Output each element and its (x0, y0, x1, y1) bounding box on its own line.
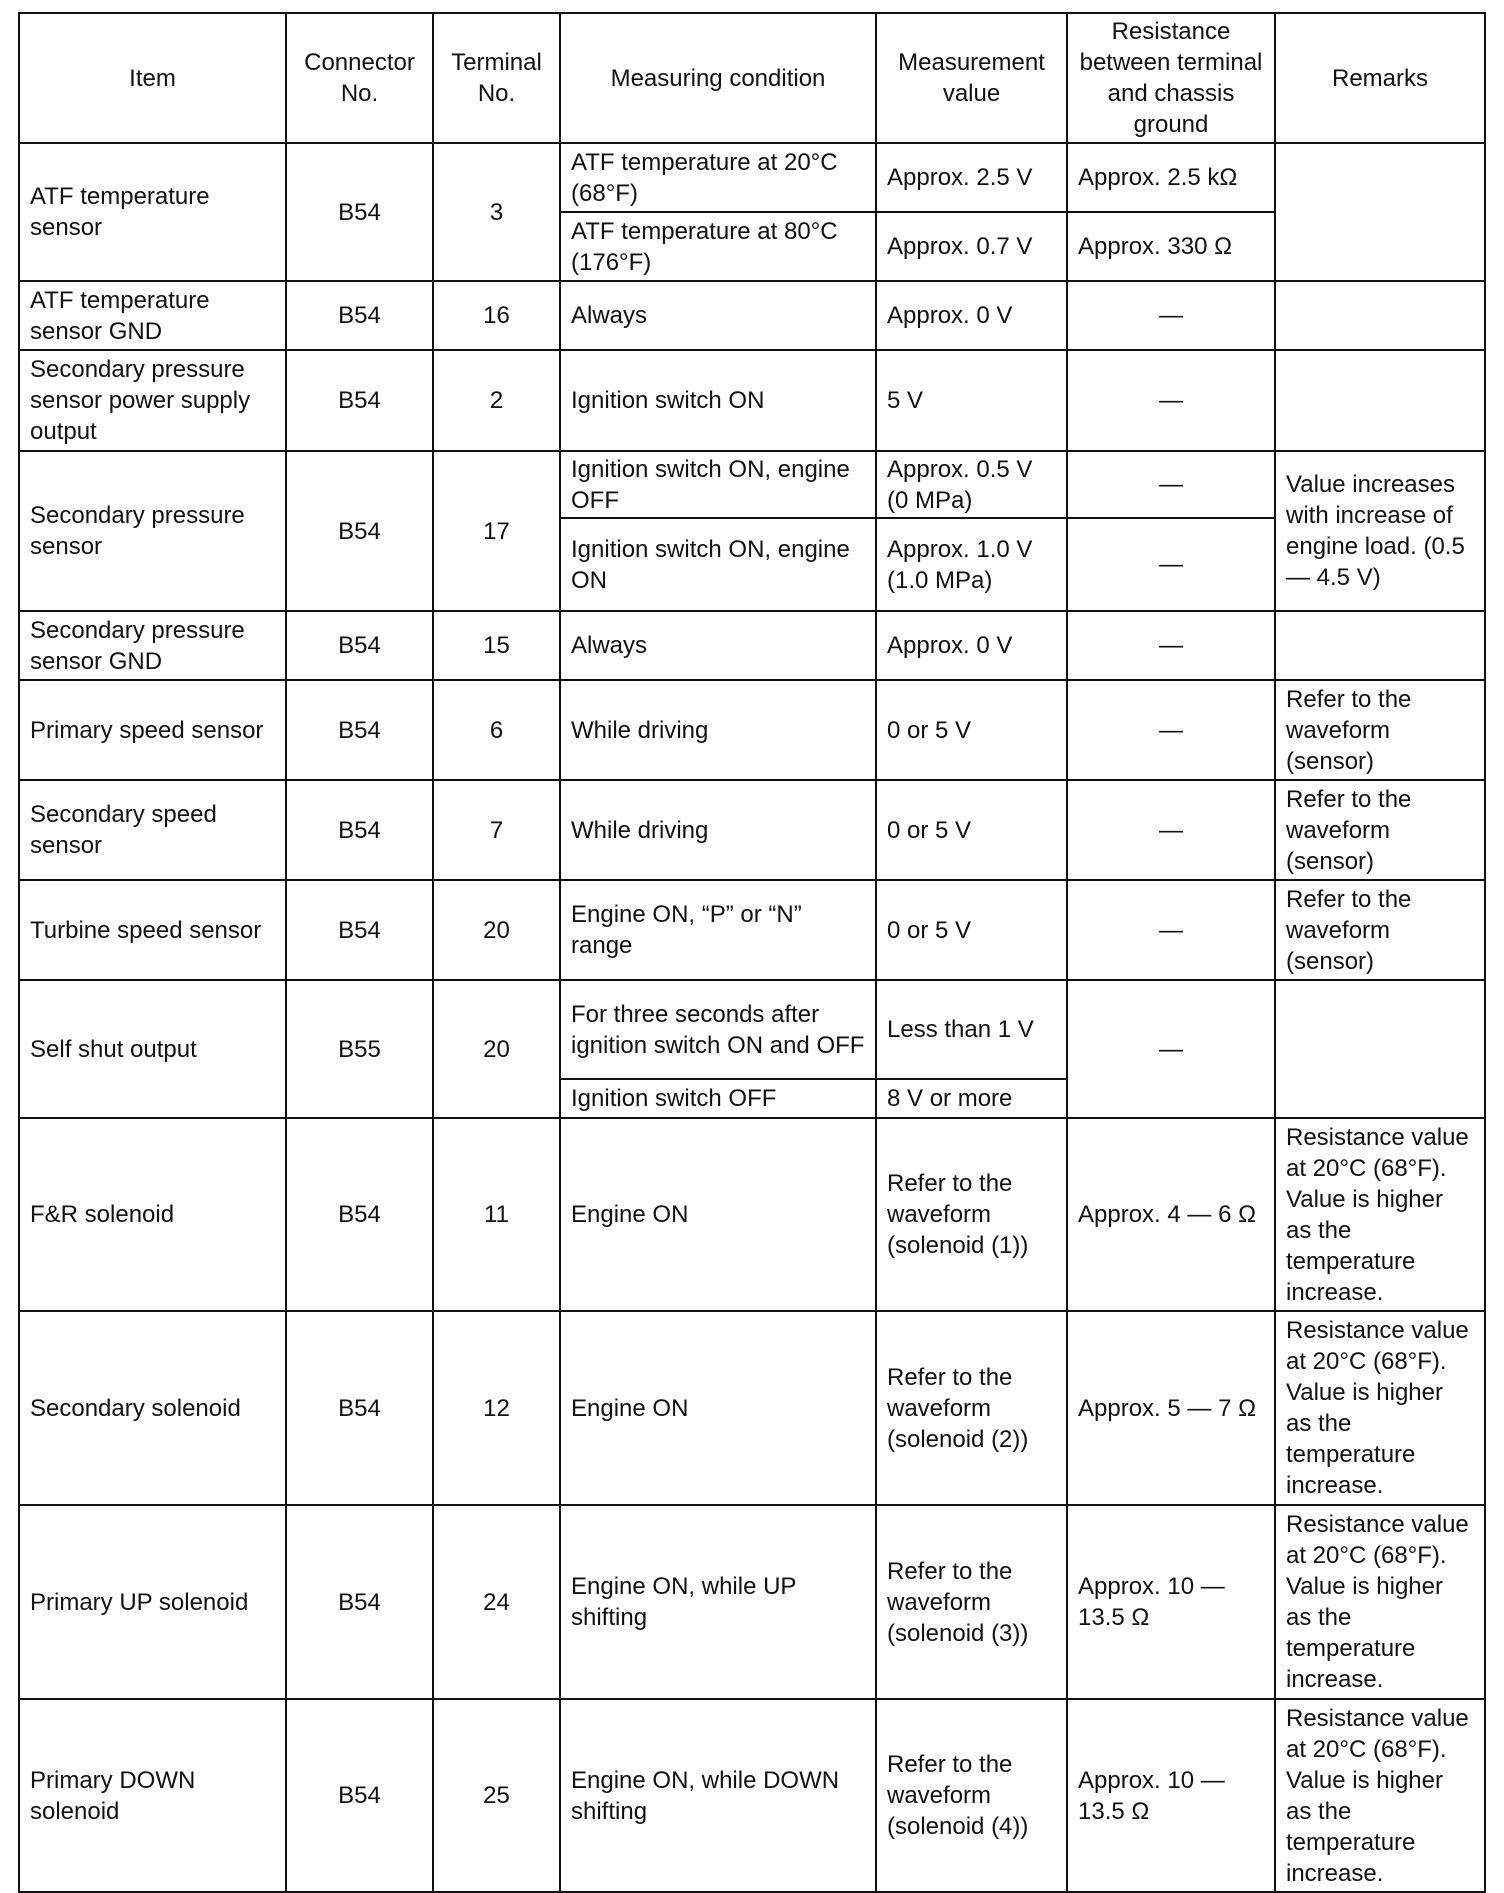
header-remarks: Remarks (1275, 13, 1485, 143)
value-cell: 0 or 5 V (876, 880, 1067, 980)
remarks-cell: Resistance value at 20°C (68°F). Value is higher as the temperature increase. (1275, 1699, 1485, 1892)
table-row (19, 611, 1485, 680)
remarks-cell: Refer to the waveform (sensor) (1275, 880, 1485, 980)
value-cell: 8 V or more (876, 1079, 1067, 1118)
resistance-cell: Approx. 10 — 13.5 Ω (1067, 1505, 1275, 1699)
header-condition: Measuring condition (560, 13, 876, 143)
resistance-cell: — (1067, 611, 1275, 680)
resistance-cell: Approx. 330 Ω (1067, 212, 1275, 281)
connector-cell: B54 (286, 451, 433, 611)
table-row (19, 143, 1485, 212)
connector-cell: B55 (286, 980, 433, 1118)
connector-cell: B54 (286, 680, 433, 780)
table-row (19, 451, 1485, 518)
value-cell: Approx. 2.5 V (876, 143, 1067, 212)
table-row (19, 350, 1485, 451)
resistance-cell: Approx. 2.5 kΩ (1067, 143, 1275, 212)
condition-cell: Always (560, 281, 876, 350)
value-cell: Approx. 1.0 V (1.0 MPa) (876, 518, 1067, 611)
condition-cell: While driving (560, 780, 876, 880)
condition-cell: Engine ON (560, 1118, 876, 1311)
remarks-cell (1275, 281, 1485, 350)
resistance-cell: Approx. 4 — 6 Ω (1067, 1118, 1275, 1311)
connector-cell: B54 (286, 780, 433, 880)
terminal-cell: 16 (433, 281, 560, 350)
remarks-cell: Resistance value at 20°C (68°F). Value is higher as the temperature increase. (1275, 1311, 1485, 1505)
resistance-cell: — (1067, 680, 1275, 780)
resistance-cell: Approx. 10 — 13.5 Ω (1067, 1699, 1275, 1892)
item-cell: Turbine speed sensor (19, 880, 286, 980)
table-row (19, 1118, 1485, 1311)
value-cell: Refer to the waveform (solenoid (3)) (876, 1505, 1067, 1699)
item-cell: ATF temperature sensor GND (19, 281, 286, 350)
terminal-cell: 24 (433, 1505, 560, 1699)
remarks-cell (1275, 980, 1485, 1118)
header-terminal: Terminal No. (433, 13, 560, 143)
value-cell: Refer to the waveform (solenoid (2)) (876, 1311, 1067, 1505)
terminal-cell: 3 (433, 143, 560, 281)
header-resistance: Resistance between terminal and chassis ground (1067, 13, 1275, 143)
resistance-cell: — (1067, 518, 1275, 611)
value-cell: Less than 1 V (876, 980, 1067, 1079)
resistance-cell: — (1067, 980, 1275, 1118)
condition-cell: Ignition switch ON (560, 350, 876, 451)
table-row (19, 1505, 1485, 1699)
value-cell: Refer to the waveform (solenoid (4)) (876, 1699, 1067, 1892)
value-cell: Refer to the waveform (solenoid (1)) (876, 1118, 1067, 1311)
connector-cell: B54 (286, 143, 433, 281)
table-row (19, 1699, 1485, 1892)
condition-cell: Engine ON, “P” or “N” range (560, 880, 876, 980)
condition-cell: Ignition switch ON, engine ON (560, 518, 876, 611)
header-item: Item (19, 13, 286, 143)
table-row (19, 780, 1485, 880)
remarks-cell: Resistance value at 20°C (68°F). Value is higher as the temperature increase. (1275, 1505, 1485, 1699)
resistance-cell: — (1067, 350, 1275, 451)
header-row (19, 13, 1485, 143)
condition-cell: Engine ON (560, 1311, 876, 1505)
value-cell: Approx. 0.5 V (0 MPa) (876, 451, 1067, 518)
header-connector: Connector No. (286, 13, 433, 143)
condition-cell: ATF temperature at 80°C (176°F) (560, 212, 876, 281)
remarks-cell (1275, 143, 1485, 281)
item-cell: Secondary pressure sensor GND (19, 611, 286, 680)
item-cell: Primary UP solenoid (19, 1505, 286, 1699)
table-row (19, 680, 1485, 780)
connector-cell: B54 (286, 880, 433, 980)
remarks-cell: Refer to the waveform (sensor) (1275, 680, 1485, 780)
item-cell: Primary speed sensor (19, 680, 286, 780)
terminal-cell: 2 (433, 350, 560, 451)
terminal-cell: 7 (433, 780, 560, 880)
item-cell: Self shut output (19, 980, 286, 1118)
item-cell: F&R solenoid (19, 1118, 286, 1311)
table-row (19, 880, 1485, 980)
condition-cell: Always (560, 611, 876, 680)
table-row (19, 281, 1485, 350)
value-cell: Approx. 0.7 V (876, 212, 1067, 281)
item-cell: Secondary pressure sensor power supply output (19, 350, 286, 451)
connector-cell: B54 (286, 281, 433, 350)
condition-cell: Ignition switch ON, engine OFF (560, 451, 876, 518)
item-cell: ATF temperature sensor (19, 143, 286, 281)
connector-cell: B54 (286, 1311, 433, 1505)
resistance-cell: — (1067, 880, 1275, 980)
resistance-cell: — (1067, 281, 1275, 350)
remarks-cell (1275, 350, 1485, 451)
condition-cell: Ignition switch OFF (560, 1079, 876, 1118)
terminal-cell: 11 (433, 1118, 560, 1311)
header-value: Measurement value (876, 13, 1067, 143)
resistance-cell: — (1067, 451, 1275, 518)
condition-cell: ATF temperature at 20°C (68°F) (560, 143, 876, 212)
terminal-cell: 20 (433, 980, 560, 1118)
terminal-cell: 25 (433, 1699, 560, 1892)
condition-cell: Engine ON, while DOWN shifting (560, 1699, 876, 1892)
value-cell: Approx. 0 V (876, 281, 1067, 350)
condition-cell: Engine ON, while UP shifting (560, 1505, 876, 1699)
remarks-cell: Value increases with increase of engine load. (0.5 — 4.5 V) (1275, 451, 1485, 611)
item-cell: Secondary pressure sensor (19, 451, 286, 611)
item-cell: Secondary speed sensor (19, 780, 286, 880)
terminal-cell: 20 (433, 880, 560, 980)
item-cell: Secondary solenoid (19, 1311, 286, 1505)
connector-cell: B54 (286, 1699, 433, 1892)
connector-cell: B54 (286, 1118, 433, 1311)
resistance-cell: Approx. 5 — 7 Ω (1067, 1311, 1275, 1505)
table-row (19, 980, 1485, 1079)
terminal-cell: 12 (433, 1311, 560, 1505)
value-cell: 0 or 5 V (876, 780, 1067, 880)
terminal-cell: 17 (433, 451, 560, 611)
terminal-cell: 15 (433, 611, 560, 680)
table-row (19, 1311, 1485, 1505)
value-cell: Approx. 0 V (876, 611, 1067, 680)
terminal-check-table (18, 12, 1486, 1893)
remarks-cell (1275, 611, 1485, 680)
condition-cell: While driving (560, 680, 876, 780)
connector-cell: B54 (286, 1505, 433, 1699)
item-cell: Primary DOWN solenoid (19, 1699, 286, 1892)
condition-cell: For three seconds after ignition switch ON and OFF (560, 980, 876, 1079)
connector-cell: B54 (286, 350, 433, 451)
remarks-cell: Refer to the waveform (sensor) (1275, 780, 1485, 880)
value-cell: 5 V (876, 350, 1067, 451)
remarks-cell: Resistance value at 20°C (68°F). Value is higher as the temperature increase. (1275, 1118, 1485, 1311)
connector-cell: B54 (286, 611, 433, 680)
resistance-cell: — (1067, 780, 1275, 880)
value-cell: 0 or 5 V (876, 680, 1067, 780)
terminal-cell: 6 (433, 680, 560, 780)
